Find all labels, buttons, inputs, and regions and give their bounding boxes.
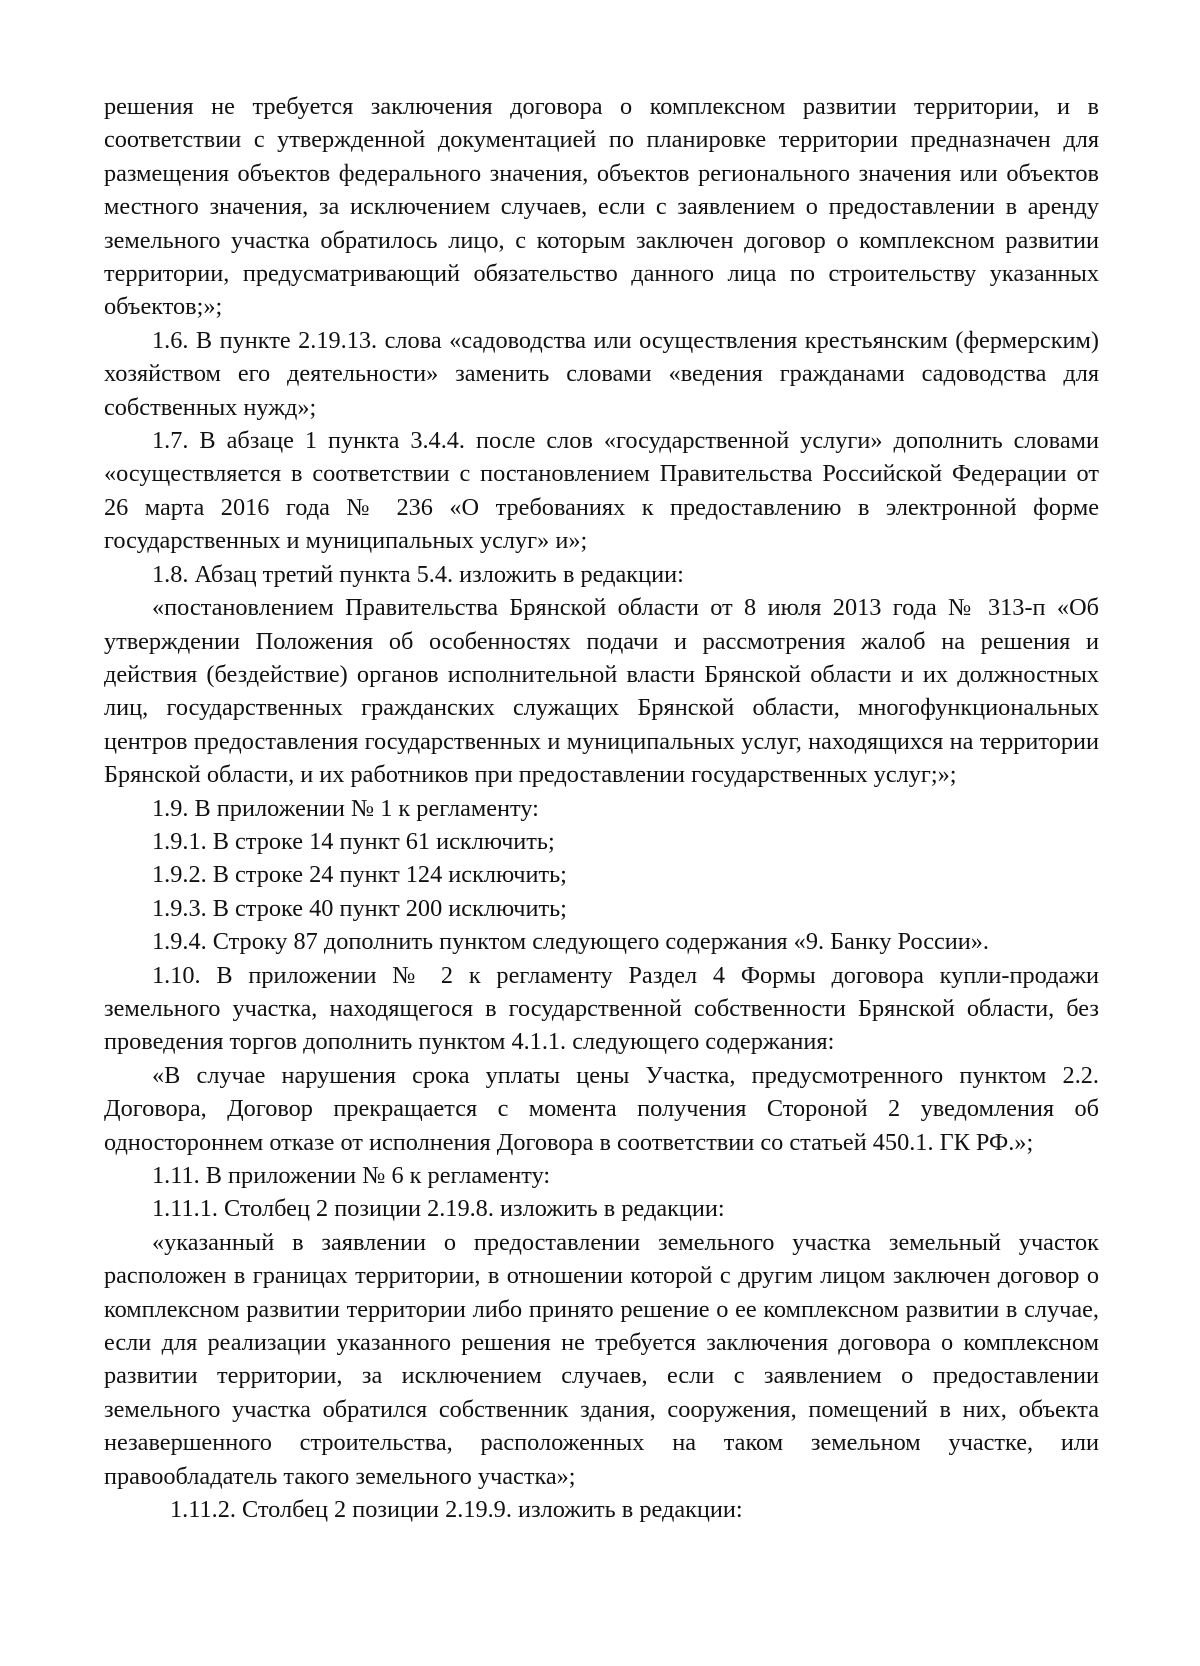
paragraph-1-7: 1.7. В абзаце 1 пункта 3.4.4. после слов «государственной услуги» дополнить словами «осуществляется в соответствии с постановлением Правительства Российской Федерации от 26 марта 2016 года № 236 «О требованиях к предоставлению в электронной форме государственных и муниципальных услуг» и»; bbox=[104, 427, 1099, 555]
paragraph-quote-5-4: «постановлением Правительства Брянской области от 8 июля 2013 года № 313-п «Об утверждении Положения об особенностях подачи и рассмотрения жалоб на решения и действия (бездействие) органов исполнительной власти Брянской области и их должностных лиц, государственных гражданских служащих Брянской области, многофункциональных центров предоставления государственных и муниципальных услуг, находящихся на территории Брянской области, и их работников при предоставлении государственных услуг;»; bbox=[104, 594, 1099, 789]
paragraph-quote-2-19-8: «указанный в заявлении о предоставлении земельного участка земельный участок расположен в границах территории, в отношении которой с другим лицом заключен договор о комплексном развитии территории либо принято решение о ее комплексном развитии в случае, если для реализации указанного решения не требуется заключения договора о комплексном развитии территории, за исключением случаев, если с заявлением о предоставлении земельного участка обратился собственник здания, сооружения, помещений в них, объекта незавершенного строительства, расположенных на таком земельном участке, или правообладатель такого земельного участка»; bbox=[104, 1228, 1099, 1490]
paragraph-1-9-1: 1.9.1. В строке 14 пункт 61 исключить; bbox=[152, 827, 555, 855]
paragraph-1-11-1: 1.11.1. Столбец 2 позиции 2.19.8. изложить в редакции: bbox=[152, 1195, 725, 1223]
paragraph-quote-4-1-1: «В случае нарушения срока уплаты цены Участка, предусмотренного пунктом 2.2. Договора, Договор прекращается с момента получения Стороной 2 уведомления об одностороннем отказе от исполнения Договора в соответствии со статьей 450.1. ГК РФ.»; bbox=[104, 1061, 1099, 1156]
paragraph-1-9: 1.9. В приложении № 1 к регламенту: bbox=[152, 794, 539, 822]
paragraph-1-10: 1.10. В приложении № 2 к регламенту Раздел 4 Формы договора купли-продажи земельного участка, находящегося в государственной собственности Брянской области, без проведения торгов дополнить пунктом 4.1.1. следующего содержания: bbox=[104, 961, 1099, 1056]
paragraph-continuation: решения не требуется заключения договора о комплексном развитии территории, и в соответствии с утвержденной документацией по планировке территории предназначен для размещения объектов федерального значения, объектов регионального значения или объектов местного значения, за исключением случаев, если с заявлением о предоставлении в аренду земельного участка обратилось лицо, с которым заключен договор о комплексном развитии территории, предусматривающий обязательство данного лица по строительству указанных объектов;»; bbox=[104, 93, 1099, 321]
paragraph-1-11: 1.11. В приложении № 6 к регламенту: bbox=[152, 1162, 551, 1189]
document-page bbox=[104, 90, 1099, 1526]
paragraph-1-9-4: 1.9.4. Строку 87 дополнить пунктом следующего содержания «9. Банку России». bbox=[152, 928, 989, 956]
paragraph-1-6: 1.6. В пункте 2.19.13. слова «садоводства или осуществления крестьянским (фермерским) хозяйством его деятельности» заменить словами «ведения гражданами садоводства для собственных нужд»; bbox=[104, 326, 1099, 421]
paragraph-1-11-2: 1.11.2. Столбец 2 позиции 2.19.9. изложить в редакции: bbox=[170, 1496, 743, 1524]
paragraph-1-9-2: 1.9.2. В строке 24 пункт 124 исключить; bbox=[152, 861, 567, 889]
paragraph-1-9-3: 1.9.3. В строке 40 пункт 200 исключить; bbox=[152, 894, 567, 922]
paragraph-1-8: 1.8. Абзац третий пункта 5.4. изложить в редакции: bbox=[152, 560, 684, 588]
